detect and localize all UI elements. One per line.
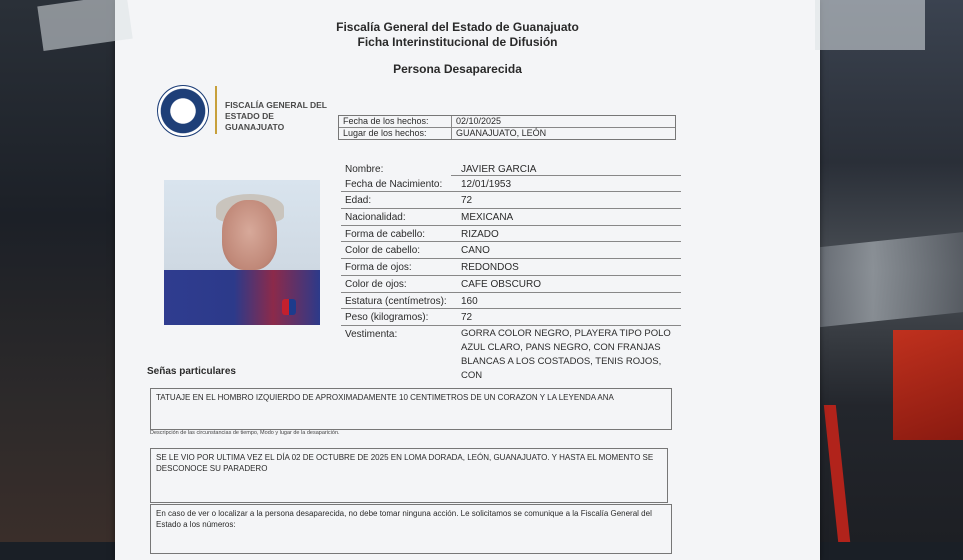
detail-row-clothing bbox=[341, 326, 681, 381]
detail-row-hair-shape bbox=[341, 226, 681, 243]
detail-label: Estatura (centímetros): bbox=[345, 295, 447, 307]
detail-row-eye-shape bbox=[341, 259, 681, 276]
distinguishing-marks-title: Señas particulares bbox=[147, 366, 236, 377]
detail-label: Forma de ojos: bbox=[345, 262, 412, 274]
detail-value: 72 bbox=[461, 195, 473, 207]
person-details bbox=[341, 160, 681, 381]
detail-label: Nacionalidad: bbox=[345, 212, 406, 224]
hechos-label: Lugar de los hechos: bbox=[339, 128, 452, 139]
detail-label: Color de ojos: bbox=[345, 278, 407, 290]
detail-row-weight bbox=[341, 309, 681, 326]
detail-row-name bbox=[341, 160, 681, 176]
background-red-object bbox=[893, 330, 963, 440]
adhesive-tape bbox=[815, 0, 925, 50]
detail-row-hair-color bbox=[341, 242, 681, 259]
flyer-subtitle: Persona Desaparecida bbox=[393, 62, 522, 76]
photo-face bbox=[222, 200, 277, 270]
detail-label: Peso (kilogramos): bbox=[345, 312, 429, 324]
person-photo bbox=[164, 180, 320, 325]
logo-text-line2: ESTADO DE GUANAJUATO bbox=[225, 111, 285, 132]
detail-value: 72 bbox=[461, 312, 473, 324]
hechos-label: Fecha de los hechos: bbox=[339, 116, 452, 127]
detail-label: Forma de cabello: bbox=[345, 228, 426, 240]
detail-value: CAFE OBSCURO bbox=[461, 278, 542, 290]
detail-value: REDONDOS bbox=[461, 262, 519, 274]
detail-value: 160 bbox=[461, 295, 478, 307]
detail-label: Vestimenta: bbox=[345, 328, 398, 340]
background-left bbox=[0, 0, 130, 542]
header-line2: Ficha Interinstitucional de Difusión bbox=[357, 35, 558, 49]
detail-row-birthdate bbox=[341, 176, 681, 193]
detail-value: JAVIER GARCIA bbox=[461, 164, 537, 175]
detail-label: Fecha de Nacimiento: bbox=[345, 178, 443, 190]
detail-row-nationality bbox=[341, 209, 681, 226]
detail-row-eye-color bbox=[341, 276, 681, 293]
hechos-value: 02/10/2025 bbox=[456, 116, 502, 126]
distinguishing-marks-box: TATUAJE EN EL HOMBRO IZQUIERDO DE APROXIMADAMENTE 10 CENTIMETROS DE UN CORAZON Y LA LEYENDA ANA bbox=[150, 388, 672, 430]
background-cloth bbox=[813, 232, 963, 328]
logo-text bbox=[225, 100, 335, 133]
hechos-value: GUANAJUATO, LEÓN bbox=[456, 128, 547, 138]
logo-divider bbox=[215, 86, 217, 134]
hechos-row-date bbox=[339, 116, 675, 128]
fiscalia-seal-logo bbox=[157, 85, 209, 137]
detail-row-age bbox=[341, 192, 681, 209]
detail-label: Color de cabello: bbox=[345, 245, 421, 257]
detail-value: GORRA COLOR NEGRO, PLAYERA TIPO POLO AZUL CLARO, PANS NEGRO, CON FRANJAS BLANCAS A LOS COSTADOS, TENIS ROJOS, CON bbox=[461, 327, 671, 381]
logo-text-line1: FISCALÍA GENERAL DEL bbox=[225, 100, 328, 110]
detail-value: MEXICANA bbox=[461, 212, 514, 224]
circumstances-box: SE LE VIO POR ULTIMA VEZ EL DÍA 02 DE OCTUBRE DE 2025 EN LOMA DORADA, LEÓN, GUANAJUATO. Y HASTA EL MOMENTO SE DESCONOCE SU PARADERO bbox=[150, 448, 668, 503]
detail-row-height bbox=[341, 293, 681, 310]
header-line1: Fiscalía General del Estado de Guanajuato bbox=[336, 20, 579, 34]
contact-instructions-box: En caso de ver o localizar a la persona desaparecida, no debe tomar ninguna acción. Le solicitamos se comunique a la Fiscalía General del Estado a los números: bbox=[150, 504, 672, 554]
detail-label: Nombre: bbox=[345, 164, 384, 175]
detail-value: RIZADO bbox=[461, 228, 499, 240]
hechos-row-place bbox=[339, 128, 675, 139]
missing-person-flyer bbox=[115, 0, 820, 560]
detail-value: CANO bbox=[461, 245, 490, 257]
detail-value: 12/01/1953 bbox=[461, 178, 512, 190]
photo-shirt bbox=[164, 270, 320, 325]
hechos-table bbox=[338, 115, 676, 140]
detail-label: Edad: bbox=[345, 195, 372, 207]
circumstances-label: Descripción de las circunstancias de tiempo, Modo y lugar de la desaparición. bbox=[150, 430, 340, 436]
photo-shirt-crest bbox=[282, 299, 296, 315]
